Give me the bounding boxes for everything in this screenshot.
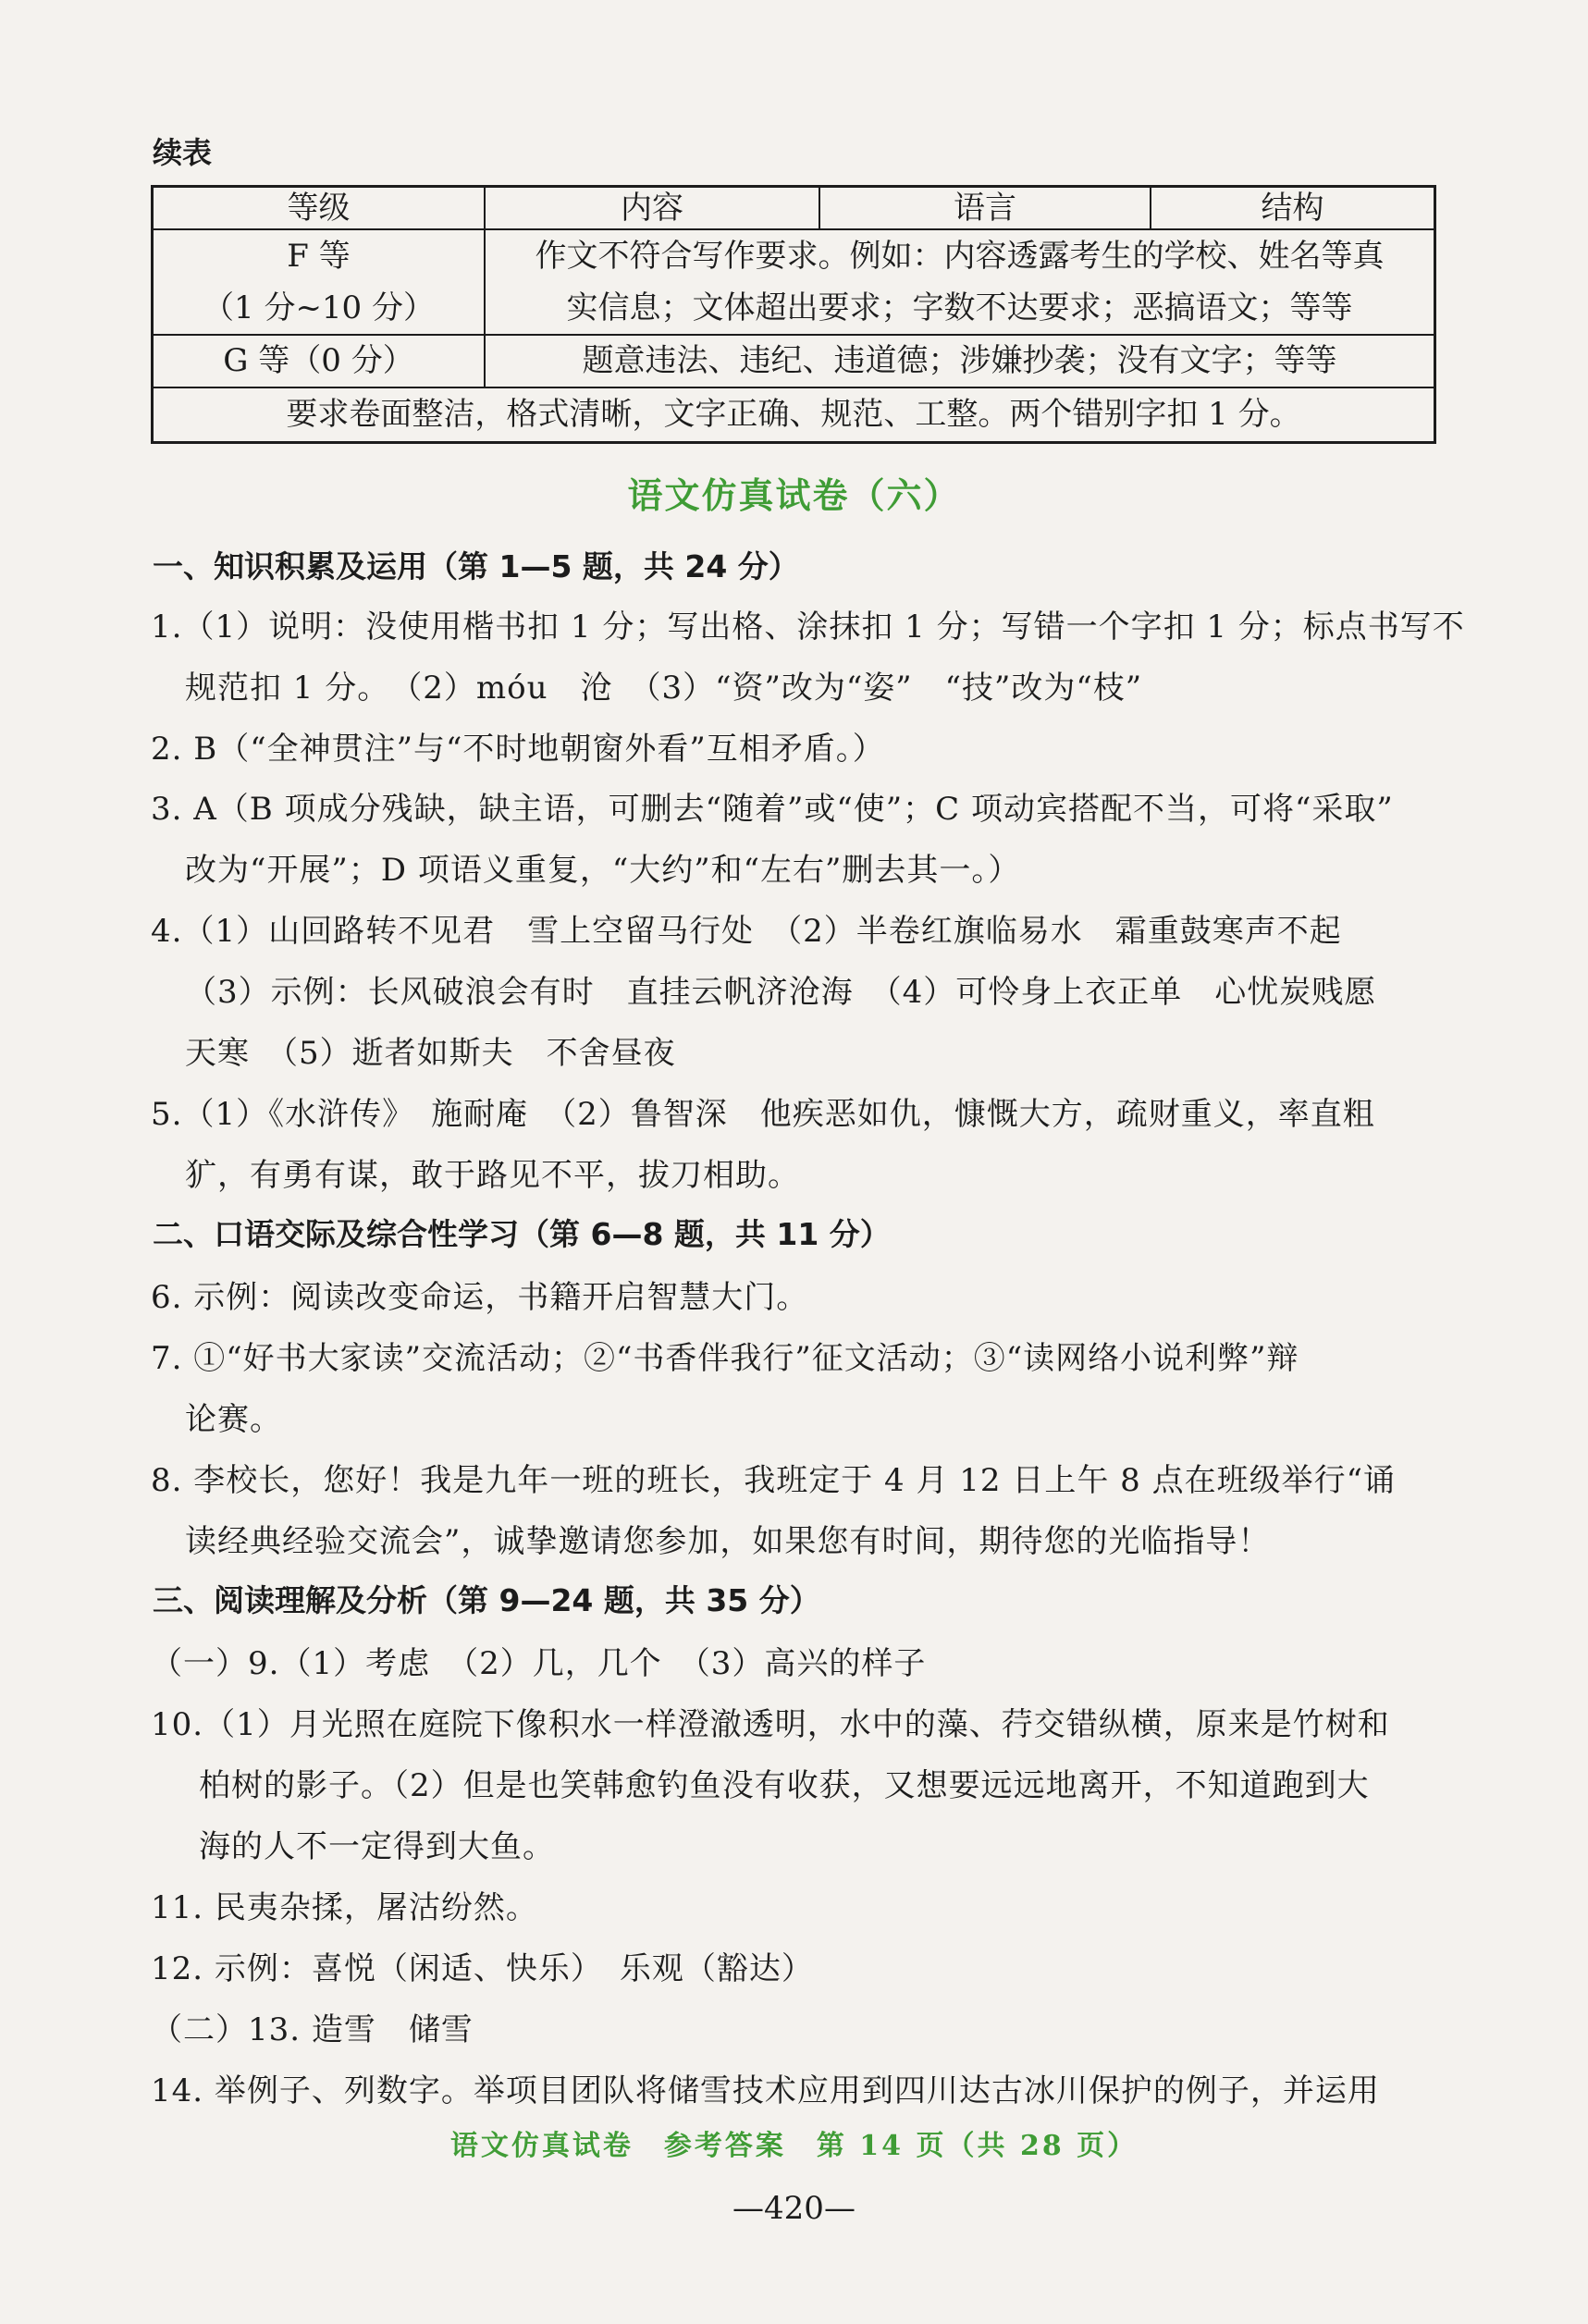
header-grade: 等级 bbox=[153, 187, 486, 230]
answer-line: 4.（1）山回路转不见君 雪上空留马行处 （2）半卷红旗临易水 霜重鼓寒声不起 bbox=[151, 913, 1342, 950]
section-heading-1: 一、知识积累及运用（第 1—5 题，共 24 分） bbox=[153, 548, 799, 584]
section-heading-2: 二、口语交际及综合性学习（第 6—8 题，共 11 分） bbox=[153, 1216, 891, 1252]
answer-line: 7. ①“好书大家读”交流活动；②“书香伴我行”征文活动；③“读网络小说利弊”辩 bbox=[151, 1340, 1299, 1377]
table-row-note bbox=[153, 387, 1435, 443]
answer-line: 犷，有勇有谋，敢于路见不平，拔刀相助。 bbox=[185, 1157, 800, 1194]
answer-line: 6. 示例：阅读改变命运，书籍开启智慧大门。 bbox=[151, 1279, 809, 1316]
answer-line: 10.（1）月光照在庭院下像积水一样澄澈透明，水中的藻、荇交错纵横，原来是竹树和 bbox=[151, 1706, 1390, 1743]
answer-line: 改为“开展”；D 项语义重复，“大约”和“左右”删去其一。） bbox=[185, 852, 1021, 889]
answer-line: 12. 示例：喜悦（闲适、快乐） 乐观（豁达） bbox=[151, 1950, 814, 1987]
header-content: 内容 bbox=[485, 187, 819, 230]
table-header-row bbox=[153, 187, 1435, 230]
page-footer: 语文仿真试卷 参考答案 第 14 页（共 28 页） bbox=[449, 2130, 1139, 2162]
exam-heading: 语文仿真试卷（六） bbox=[627, 475, 961, 516]
answer-line: 海的人不一定得到大鱼。 bbox=[199, 1828, 555, 1865]
grade-f-range: （1 分~10 分） bbox=[203, 289, 435, 326]
answer-line: 8. 李校长，您好！我是九年一班的班长，我班定于 4 月 12 日上午 8 点在班级举行“诵 bbox=[151, 1462, 1396, 1499]
grade-f-cell bbox=[153, 229, 486, 335]
grading-table bbox=[151, 185, 1436, 444]
answer-line: （3）示例：长风破浪会有时 直挂云帆济沧海 （4）可怜身上衣正单 心忧炭贱愿 bbox=[185, 974, 1377, 1011]
continuation-label: 续表 bbox=[153, 135, 213, 170]
answer-line: 读经典经验交流会”，诚挚邀请您参加，如果您有时间，期待您的光临指导！ bbox=[185, 1523, 1271, 1560]
answer-line: 5.（1）《水浒传》 施耐庵 （2）鲁智深 他疾恶如仇，慷慨大方，疏财重义，率直粗 bbox=[151, 1096, 1375, 1133]
page-number: —420— bbox=[732, 2190, 856, 2227]
answer-line: 1.（1）说明：没使用楷书扣 1 分；写出格、涂抹扣 1 分；写错一个字扣 1 分；标点书写不 bbox=[151, 609, 1465, 646]
table-row-g bbox=[153, 335, 1435, 387]
section-heading-3: 三、阅读理解及分析（第 9—24 题，共 35 分） bbox=[153, 1582, 820, 1618]
header-language: 语言 bbox=[819, 187, 1151, 230]
answer-line: 柏树的影子。（2）但是也笑韩愈钓鱼没有收获，又想要远远地离开，不知道跑到大 bbox=[199, 1767, 1370, 1804]
answer-line: （二）13. 造雪 储雪 bbox=[151, 2011, 474, 2048]
answer-line: 2. B（“全神贯注”与“不时地朝窗外看”互相矛盾。） bbox=[151, 731, 885, 768]
header-structure: 结构 bbox=[1151, 187, 1435, 230]
grade-g-label: G 等（0 分） bbox=[153, 335, 486, 387]
grade-f-desc-line2: 实信息；文体超出要求；字数不达要求；恶搞语文；等等 bbox=[566, 289, 1353, 326]
grade-f-desc-cell bbox=[485, 229, 1435, 335]
table-note: 要求卷面整洁，格式清晰，文字正确、规范、工整。两个错别字扣 1 分。 bbox=[153, 387, 1435, 443]
grade-f-desc-line1: 作文不符合写作要求。例如：内容透露考生的学校、姓名等真 bbox=[535, 238, 1385, 275]
answer-line: 论赛。 bbox=[185, 1401, 282, 1438]
answer-line: 11. 民夷杂揉，屠沽纷然。 bbox=[151, 1889, 538, 1926]
answer-line: （一）9.（1）考虑 （2）几，几个 （3）高兴的样子 bbox=[151, 1645, 927, 1682]
answer-line: 规范扣 1 分。 （2）móu 沧 （3）“资”改为“姿” “技”改为“枝” bbox=[185, 670, 1143, 707]
answer-line: 3. A（B 项成分残缺，缺主语，可删去“随着”或“使”；C 项动宾搭配不当，可将“采取” bbox=[151, 791, 1394, 828]
grade-g-desc: 题意违法、违纪、违道德；涉嫌抄袭；没有文字；等等 bbox=[485, 335, 1435, 387]
table-row-f bbox=[153, 229, 1435, 335]
grade-f-label: F 等 bbox=[287, 238, 351, 275]
answer-line: 14. 举例子、列数字。举项目团队将储雪技术应用到四川达古冰川保护的例子，并运用 bbox=[151, 2072, 1380, 2109]
answer-line: 天寒 （5）逝者如斯夫 不舍昼夜 bbox=[185, 1035, 676, 1072]
